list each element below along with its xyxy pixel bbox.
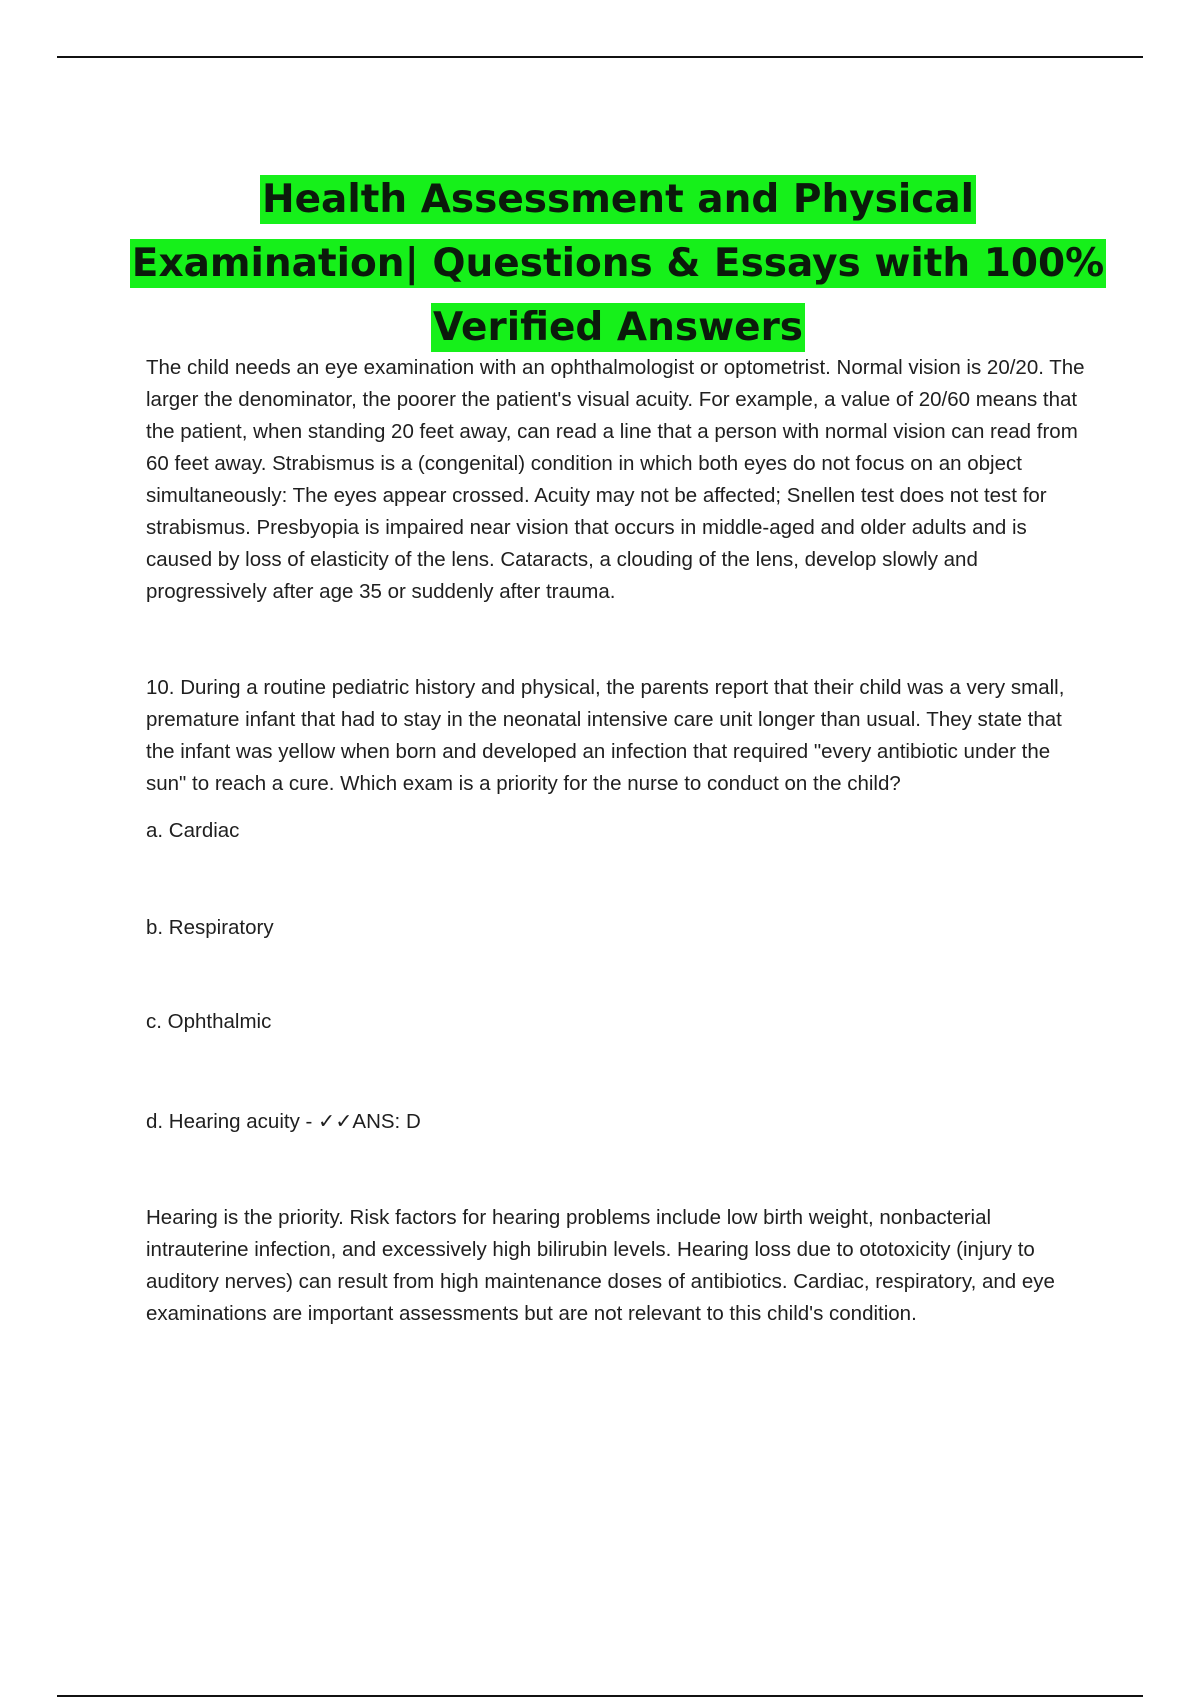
page-title — [120, 168, 1116, 360]
option-b: b. Respiratory — [146, 916, 274, 939]
option-d-answer: d. Hearing acuity - ✓✓ANS: D — [146, 1110, 421, 1133]
rationale-paragraph: Hearing is the priority. Risk factors for hearing problems include low birth weight, nonbacterial intrauterine infection, and excessively high bilirubin levels. Hearing loss due to ototoxicity (injury to auditory nerves) can result from high maintenance doses of antibiotics. Cardiac, respiratory, and eye examinations are important assessments but are not relevant to this child's condition. — [146, 1206, 1055, 1325]
option-a: a. Cardiac — [146, 819, 240, 842]
top-rule — [57, 56, 1143, 58]
title-highlight: Health Assessment and Physical Examination| Questions & Essays with 100% Verified Answers — [131, 177, 1105, 351]
document-body — [146, 352, 1096, 1330]
bottom-rule — [57, 1695, 1143, 1697]
intro-paragraph: The child needs an eye examination with an ophthalmologist or optometrist. Normal vision is 20/20. The larger the denominator, the poorer the patient's visual acuity. For example, a value of 20/60 means that the patient, when standing 20 feet away, can read a line that a person with normal vision can read from 60 feet away. Strabismus is a (congenital) condition in which both eyes do not focus on an object simultaneously: The eyes appear crossed. Acuity may not be affected; Snellen test does not test for strabismus. Presbyopia is impaired near vision that occurs in middle-aged and older adults and is caused by loss of elasticity of the lens. Cataracts, a clouding of the lens, develop slowly and progressively after age 35 or suddenly after trauma. — [146, 356, 1085, 603]
question-paragraph: 10. During a routine pediatric history and physical, the parents report that their child was a very small, premature infant that had to stay in the neonatal intensive care unit longer than usual. They state that the infant was yellow when born and developed an infection that required "every antibiotic under the sun" to reach a cure. Which exam is a priority for the nurse to conduct on the child? — [146, 676, 1065, 795]
option-c: c. Ophthalmic — [146, 1010, 272, 1033]
